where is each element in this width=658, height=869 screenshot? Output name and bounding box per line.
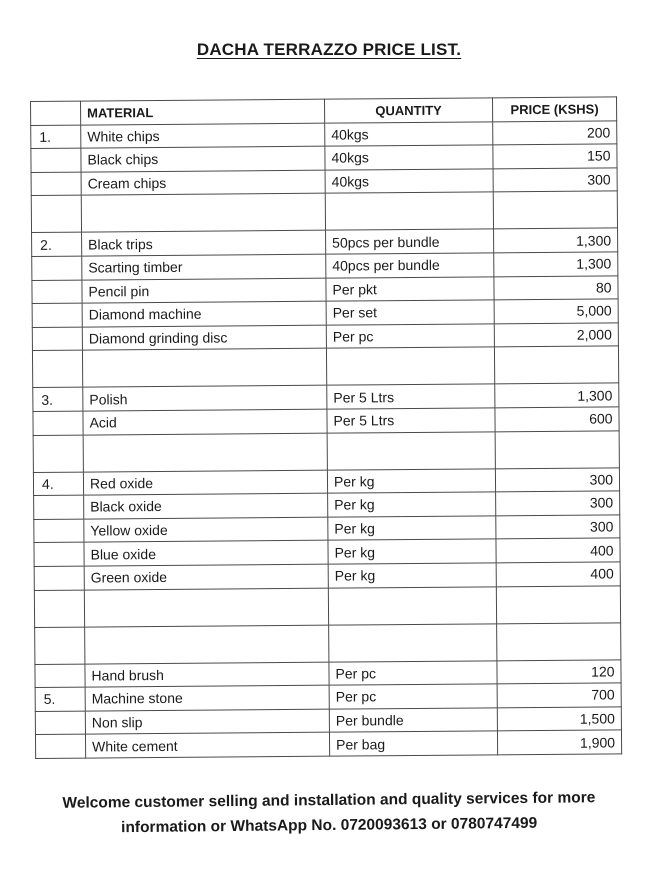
blank-cell	[84, 588, 328, 627]
item-number: 3.	[33, 387, 83, 411]
blank-cell	[85, 625, 329, 664]
blank-row	[35, 622, 621, 664]
material-cell: Pencil pin	[82, 278, 326, 304]
price-cell: 400	[496, 562, 620, 587]
item-number: 4.	[33, 472, 83, 496]
page-title: DACHA TERRAZZO PRICE LIST.	[196, 40, 462, 59]
blank-cell	[34, 590, 84, 627]
item-number	[35, 711, 85, 735]
item-number	[34, 566, 84, 590]
quantity-cell: Per kg	[327, 468, 495, 493]
quantity-cell: Per kg	[328, 516, 496, 541]
footer-note	[0, 785, 658, 842]
blank-cell	[81, 194, 325, 233]
price-cell: 700	[497, 683, 621, 708]
quantity-cell: 40pcs per bundle	[326, 253, 494, 278]
price-cell: 1,300	[494, 252, 618, 277]
material-cell: White chips	[81, 123, 325, 149]
price-cell: 1,900	[497, 730, 621, 755]
item-number	[31, 148, 81, 172]
blank-cell	[33, 435, 83, 472]
blank-cell	[326, 347, 494, 385]
material-cell: Cream chips	[81, 170, 325, 196]
blank-cell	[31, 195, 81, 232]
material-cell: Hand brush	[85, 662, 329, 688]
item-number	[33, 411, 83, 435]
quantity-cell: Per set	[326, 300, 494, 325]
header-quantity: QUANTITY	[324, 98, 492, 123]
quantity-cell: Per bundle	[329, 708, 497, 733]
material-cell: White cement	[85, 732, 329, 758]
item-number	[34, 542, 84, 566]
blank-row	[33, 430, 619, 472]
price-cell: 1,300	[494, 228, 618, 253]
price-cell: 400	[496, 538, 620, 563]
quantity-cell: 40kgs	[325, 121, 493, 146]
footer-line-2: information or WhatsApp No. 0720093613 or 0780747499	[121, 814, 538, 837]
quantity-cell: Per pc	[326, 324, 494, 349]
header-price: PRICE (KSHS)	[492, 97, 616, 122]
blank-row	[34, 585, 620, 627]
item-number	[32, 256, 82, 280]
blank-cell	[327, 431, 495, 469]
price-cell: 600	[495, 407, 619, 432]
quantity-cell: Per pkt	[326, 276, 494, 301]
item-number: 1.	[31, 125, 81, 149]
quantity-cell: 50pcs per bundle	[326, 229, 494, 254]
blank-cell	[35, 627, 85, 664]
price-cell: 300	[493, 168, 617, 193]
price-cell: 1,500	[497, 707, 621, 732]
price-cell: 80	[494, 275, 618, 300]
material-cell: Scarting timber	[82, 254, 326, 280]
blank-row	[32, 346, 618, 388]
blank-cell	[83, 433, 327, 472]
price-table	[30, 96, 622, 758]
price-table-container	[30, 96, 621, 758]
blank-cell	[32, 350, 82, 387]
blank-cell	[325, 192, 493, 230]
blank-cell	[493, 191, 617, 229]
blank-cell	[497, 622, 621, 660]
table-body	[31, 120, 622, 758]
item-number	[32, 280, 82, 304]
price-cell: 300	[496, 491, 620, 516]
price-cell: 200	[493, 120, 617, 145]
footer-line-1: Welcome customer selling and installation and quality services for more	[62, 789, 596, 812]
quantity-cell: Per kg	[328, 492, 496, 517]
material-cell: Blue oxide	[84, 540, 328, 566]
item-number	[31, 172, 81, 196]
material-cell: Green oxide	[84, 564, 328, 590]
material-cell: Machine stone	[85, 685, 329, 711]
material-cell: Polish	[83, 386, 327, 412]
material-cell: Black oxide	[84, 493, 328, 519]
item-number: 5.	[35, 687, 85, 711]
quantity-cell: Per kg	[328, 539, 496, 564]
item-number	[35, 734, 85, 758]
quantity-cell: Per kg	[328, 563, 496, 588]
header-material: MATERIAL	[81, 99, 325, 125]
price-cell: 150	[493, 144, 617, 169]
price-cell: 300	[495, 467, 619, 492]
material-cell: Black chips	[81, 146, 325, 172]
material-cell: Diamond machine	[82, 301, 326, 327]
price-cell: 2,000	[494, 323, 618, 348]
quantity-cell: 40kgs	[325, 169, 493, 194]
item-number	[32, 327, 82, 351]
blank-cell	[495, 430, 619, 468]
blank-cell	[496, 585, 620, 623]
header-number	[31, 101, 81, 125]
quantity-cell: Per 5 Ltrs	[327, 384, 495, 409]
blank-cell	[328, 586, 496, 624]
blank-cell	[329, 623, 497, 661]
price-cell: 120	[497, 659, 621, 684]
item-number	[34, 495, 84, 519]
material-cell: Black trips	[82, 231, 326, 257]
price-cell: 300	[496, 515, 620, 540]
item-number	[34, 519, 84, 543]
table-row	[35, 730, 621, 758]
quantity-cell: Per pc	[329, 684, 497, 709]
material-cell: Acid	[83, 409, 327, 435]
material-cell: Yellow oxide	[84, 517, 328, 543]
blank-cell	[494, 346, 618, 384]
item-number	[35, 664, 85, 688]
material-cell: Non slip	[85, 709, 329, 735]
price-cell: 1,300	[495, 383, 619, 408]
material-cell: Diamond grinding disc	[82, 325, 326, 351]
quantity-cell: Per pc	[329, 660, 497, 685]
blank-cell	[82, 349, 326, 388]
blank-row	[31, 191, 617, 233]
item-number: 2.	[32, 232, 82, 256]
quantity-cell: Per 5 Ltrs	[327, 408, 495, 433]
price-cell: 5,000	[494, 299, 618, 324]
material-cell: Red oxide	[83, 470, 327, 496]
quantity-cell: 40kgs	[325, 145, 493, 170]
item-number	[32, 303, 82, 327]
quantity-cell: Per bag	[329, 731, 497, 756]
